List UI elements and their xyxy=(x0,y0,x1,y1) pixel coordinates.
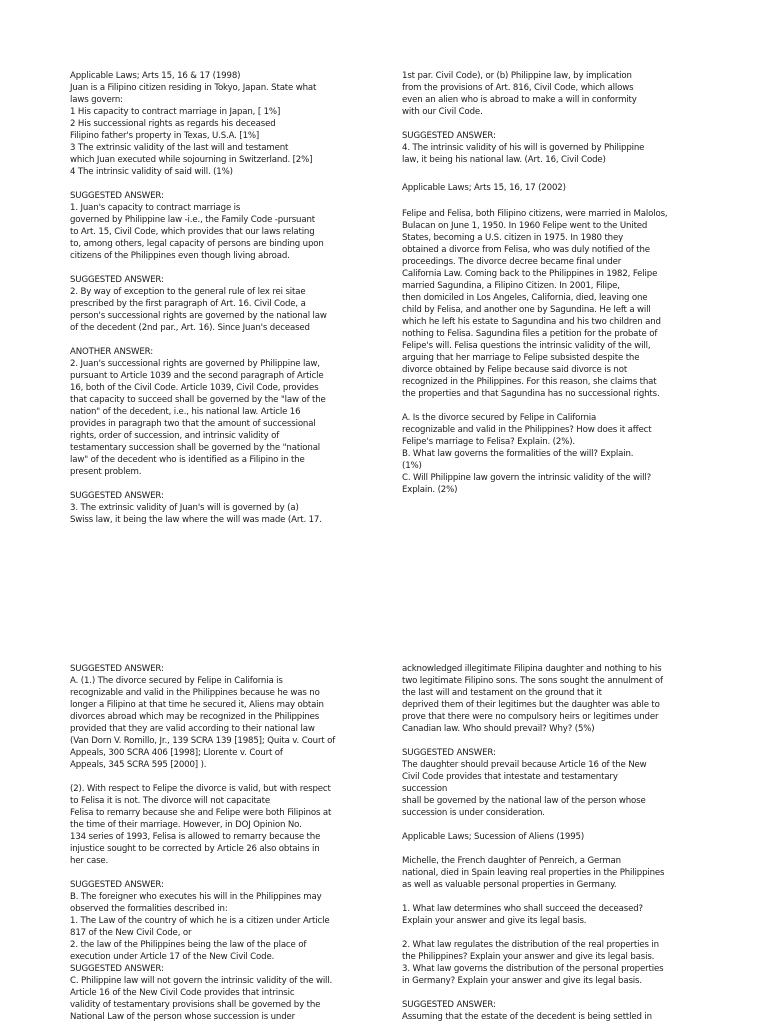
text-line: succession xyxy=(402,784,448,794)
text-line: SUGGESTED ANSWER: xyxy=(402,1000,496,1010)
paragraph-gap xyxy=(402,843,664,855)
text-line: provided that they are valid according to their national law xyxy=(70,724,315,734)
text-line: Juan is a Filipino citizen residing in Tokyo, Japan. State what xyxy=(70,83,317,93)
text-line: SUGGESTED ANSWER: xyxy=(70,191,164,201)
text-line: validity of testamentary provisions shall be governed by the xyxy=(70,1000,321,1010)
text-line: SUGGESTED ANSWER: xyxy=(70,491,164,501)
text-line: present problem. xyxy=(70,467,142,477)
text-line: even an alien who is abroad to make a will in conformity xyxy=(402,95,637,105)
text-line: the Philippines? Explain your answer and give its legal basis. xyxy=(402,952,655,962)
text-line: Article 16 of the New Civil Code provides that intrinsic xyxy=(70,988,295,998)
text-line: divorces abroad which may be recognized in the Philippines xyxy=(70,712,320,722)
text-line: 4 The intrinsic validity of said will. (1%) xyxy=(70,167,233,177)
text-line: laws govern: xyxy=(70,95,123,105)
text-line: governed by Philippine law -i.e., the Family Code -pursuant xyxy=(70,215,315,225)
text-line: SUGGESTED ANSWER: xyxy=(70,664,164,674)
text-line: Felipe's marriage to Felisa? Explain. (2%). xyxy=(402,437,576,447)
text-line: 1. The Law of the country of which he is a citizen under Article xyxy=(70,916,330,926)
text-line: The daughter should prevail because Article 16 of the New xyxy=(402,760,647,770)
text-line: SUGGESTED ANSWER: xyxy=(402,748,496,758)
text-line: Canadian law. Who should prevail? Why? (5%) xyxy=(402,724,595,734)
text-line: law" of the decedent who is identified as a Filipino in the xyxy=(70,455,305,465)
text-line: pursuant to Article 1039 and the second paragraph of Article xyxy=(70,371,324,381)
text-line: 1 His capacity to contract marriage in Japan, [ 1%] xyxy=(70,107,281,117)
text-line: which he left his estate to Sagundina and his two children and xyxy=(402,317,661,327)
text-line: (Van Dorn V. Romillo, Jr., 139 SCRA 139 [1985]; Quita v. Court of xyxy=(70,736,336,746)
paragraph-gap xyxy=(70,178,327,190)
text-line: married Sagundina, a Filipino Citizen. In 2001, Filipe, xyxy=(402,281,620,291)
text-line: nation" of the decedent, i.e., his national law. Article 16 xyxy=(70,407,301,417)
text-line: injustice sought to be corrected by Article 26 also obtains in xyxy=(70,844,320,854)
paragraph-gap xyxy=(402,927,664,939)
text-line: observed the formalities described in: xyxy=(70,904,228,914)
text-line: to Art. 15, Civil Code, which provides that our laws relating xyxy=(70,227,315,237)
text-line: States, becoming a U.S. citizen in 1975. In 1980 they xyxy=(402,233,624,243)
text-line: longer a Filipino at that time he secured it, Aliens may obtain xyxy=(70,700,324,710)
text-line: then domiciled in Los Angeles, California, died, leaving one xyxy=(402,293,648,303)
text-line: arguing that her marriage to Felipe subsisted despite the xyxy=(402,353,640,363)
text-line: Felipe's will. Felisa questions the intrinsic validity of the will, xyxy=(402,341,651,351)
text-line: Bulacan on June 1, 1950. In 1960 Felipe went to the United xyxy=(402,221,648,231)
text-line: her case. xyxy=(70,856,109,866)
text-line: prescribed by the first paragraph of Art. 16. Civil Code, a xyxy=(70,299,306,309)
text-line: nothing to Felisa. Sagundina files a petition for the probate of xyxy=(402,329,658,339)
paragraph-gap xyxy=(70,478,327,490)
text-line: SUGGESTED ANSWER: xyxy=(70,275,164,285)
text-line: shall be governed by the national law of the person whose xyxy=(402,796,646,806)
text-line: 2 His successional rights as regards his deceased xyxy=(70,119,276,129)
text-line: prove that there were no compulsory heirs or legitimes under xyxy=(402,712,659,722)
paragraph-gap xyxy=(402,987,664,999)
text-line: succession is under consideration. xyxy=(402,808,545,818)
paragraph-gap xyxy=(402,118,668,130)
paragraph-gap xyxy=(402,819,664,831)
page1-left-column xyxy=(70,70,327,526)
text-line: of the decedent (2nd par., Art. 16). Since Juan's deceased xyxy=(70,323,310,333)
text-line: A. Is the divorce secured by Felipe in California xyxy=(402,413,597,423)
text-line: with our Civil Code. xyxy=(402,107,483,117)
text-line: testamentary succession shall be governed by the "national xyxy=(70,443,321,453)
text-line: Explain. (2%) xyxy=(402,485,458,495)
text-line: national, died in Spain leaving real properties in the Philippines xyxy=(402,868,665,878)
text-line: B. The foreigner who executes his will in the Philippines may xyxy=(70,892,322,902)
text-line: 3 The extrinsic validity of the last will and testament xyxy=(70,143,289,153)
text-line: Felisa to remarry because she and Felipe were both Filipinos at xyxy=(70,808,332,818)
text-line: recognized in the Philippines. For this reason, she claims that xyxy=(402,377,657,387)
text-line: provides in paragraph two that the amount of successional xyxy=(70,419,316,429)
text-line: SUGGESTED ANSWER: xyxy=(70,964,164,974)
text-line: 817 of the New Civil Code, or xyxy=(70,928,192,938)
text-line: 2. the law of the Philippines being the law of the place of xyxy=(70,940,307,950)
paragraph-gap xyxy=(402,194,668,208)
text-line: SUGGESTED ANSWER: xyxy=(402,131,496,141)
text-line: 2. By way of exception to the general rule of lex rei sitae xyxy=(70,287,306,297)
text-line: C. Philippine law will not govern the intrinsic validity of the will. xyxy=(70,976,333,986)
text-line: Appeals, 300 SCRA 406 [1998]; Llorente v. Court of xyxy=(70,748,283,758)
text-line: Swiss law, it being the law where the will was made (Art. 17. xyxy=(70,515,322,525)
text-line: Civil Code provides that intestate and testamentary xyxy=(402,772,618,782)
paragraph-gap xyxy=(402,166,668,182)
text-line: 3. What law governs the distribution of the personal properties xyxy=(402,964,664,974)
text-line: law, it being his national law. (Art. 16, Civil Code) xyxy=(402,155,606,165)
text-line: Explain your answer and give its legal basis. xyxy=(402,916,587,926)
text-line: that capacity to succeed shall be governed by the "law of the xyxy=(70,395,326,405)
text-line: C. Will Philippine law govern the intrinsic validity of the will? xyxy=(402,473,652,483)
text-line: two legitimate Filipino sons. The sons sought the annulment of xyxy=(402,676,663,686)
text-line: Felipe and Felisa, both Filipino citizens, were married in Malolos, xyxy=(402,209,668,219)
text-line: from the provisions of Art. 816, Civil Code, which allows xyxy=(402,83,634,93)
text-line: A. (1.) The divorce secured by Felipe in California is xyxy=(70,676,283,686)
text-line: National Law of the person whose succession is under xyxy=(70,1012,296,1022)
paragraph-gap xyxy=(402,400,668,412)
text-line: which Juan executed while sojourning in Switzerland. [2%] xyxy=(70,155,313,165)
text-line: 4. The intrinsic validity of his will is governed by Philippine xyxy=(402,143,645,153)
text-line: 2. Juan's successional rights are governed by Philippine law, xyxy=(70,359,320,369)
text-line: to, among others, legal capacity of persons are binding upon xyxy=(70,239,324,249)
text-line: as well as valuable personal properties in Germany. xyxy=(402,880,617,890)
text-line: the last will and testament on the ground that it xyxy=(402,688,602,698)
text-line: ANOTHER ANSWER: xyxy=(70,347,153,357)
text-line: execution under Article 17 of the New Civil Code. xyxy=(70,952,275,962)
text-line: in Germany? Explain your answer and give its legal basis. xyxy=(402,976,642,986)
paragraph-gap xyxy=(70,771,335,783)
text-line: to Felisa it is not. The divorce will not capacitate xyxy=(70,796,271,806)
text-line: (2). With respect to Felipe the divorce is valid, but with respect xyxy=(70,784,331,794)
text-line: California Law. Coming back to the Philippines in 1982, Felipe xyxy=(402,269,658,279)
paragraph-gap xyxy=(402,735,664,747)
text-line: deprived them of their legitimes but the daughter was able to xyxy=(402,700,660,710)
text-line: obtained a divorce from Felisa, who was duly notified of the xyxy=(402,245,650,255)
text-line: Appeals, 345 SCRA 595 [2000] ). xyxy=(70,760,207,770)
text-line: the properties and that Sagundina has no successional rights. xyxy=(402,389,660,399)
text-line: 2. What law regulates the distribution of the real properties in xyxy=(402,940,659,950)
page2-right-column xyxy=(402,663,664,1023)
text-line: Filipino father's property in Texas, U.S.A. [1%] xyxy=(70,131,260,141)
text-line: SUGGESTED ANSWER: xyxy=(70,880,164,890)
text-line: Assuming that the estate of the decedent is being settled in xyxy=(402,1012,652,1022)
paragraph-gap xyxy=(70,867,335,879)
text-line: (1%) xyxy=(402,461,422,471)
text-line: 1. What law determines who shall succeed the deceased? xyxy=(402,904,643,914)
text-line: divorce obtained by Felipe because said divorce is not xyxy=(402,365,628,375)
text-line: Applicable Laws; Arts 15, 16, 17 (2002) xyxy=(402,183,566,193)
text-line: citizens of the Philippines even though living abroad. xyxy=(70,251,290,261)
paragraph-gap xyxy=(70,262,327,274)
paragraph-gap xyxy=(70,334,327,346)
paragraph-gap xyxy=(402,891,664,903)
text-line: recognizable and valid in the Philippines? How does it affect xyxy=(402,425,652,435)
text-line: 16, both of the Civil Code. Article 1039, Civil Code, provides xyxy=(70,383,319,393)
text-line: 134 series of 1993, Felisa is allowed to remarry because the xyxy=(70,832,321,842)
text-line: child by Felisa, and another one by Sagundina. He left a will xyxy=(402,305,651,315)
text-line: recognizable and valid in the Philippines because he was no xyxy=(70,688,320,698)
text-line: the time of their marriage. However, in DOJ Opinion No. xyxy=(70,820,302,830)
text-line: rights, order of succession, and intrinsic validity of xyxy=(70,431,280,441)
text-line: 3. The extrinsic validity of Juan's will is governed by (a) xyxy=(70,503,299,513)
text-line: Applicable Laws; Sucession of Aliens (1995) xyxy=(402,832,585,842)
text-line: person's successional rights are governed by the national law xyxy=(70,311,327,321)
text-line: acknowledged illegitimate Filipina daughter and nothing to his xyxy=(402,664,662,674)
page2-left-column xyxy=(70,663,335,1023)
page1-right-column xyxy=(402,70,668,496)
text-line: 1st par. Civil Code), or (b) Philippine law, by implication xyxy=(402,71,632,81)
text-line: Applicable Laws; Arts 15, 16 & 17 (1998) xyxy=(70,71,241,81)
text-line: B. What law governs the formalities of the will? Explain. xyxy=(402,449,634,459)
text-line: Michelle, the French daughter of Penreich, a German xyxy=(402,856,621,866)
text-line: 1. Juan's capacity to contract marriage is xyxy=(70,203,241,213)
text-line: proceedings. The divorce decree became final under xyxy=(402,257,622,267)
